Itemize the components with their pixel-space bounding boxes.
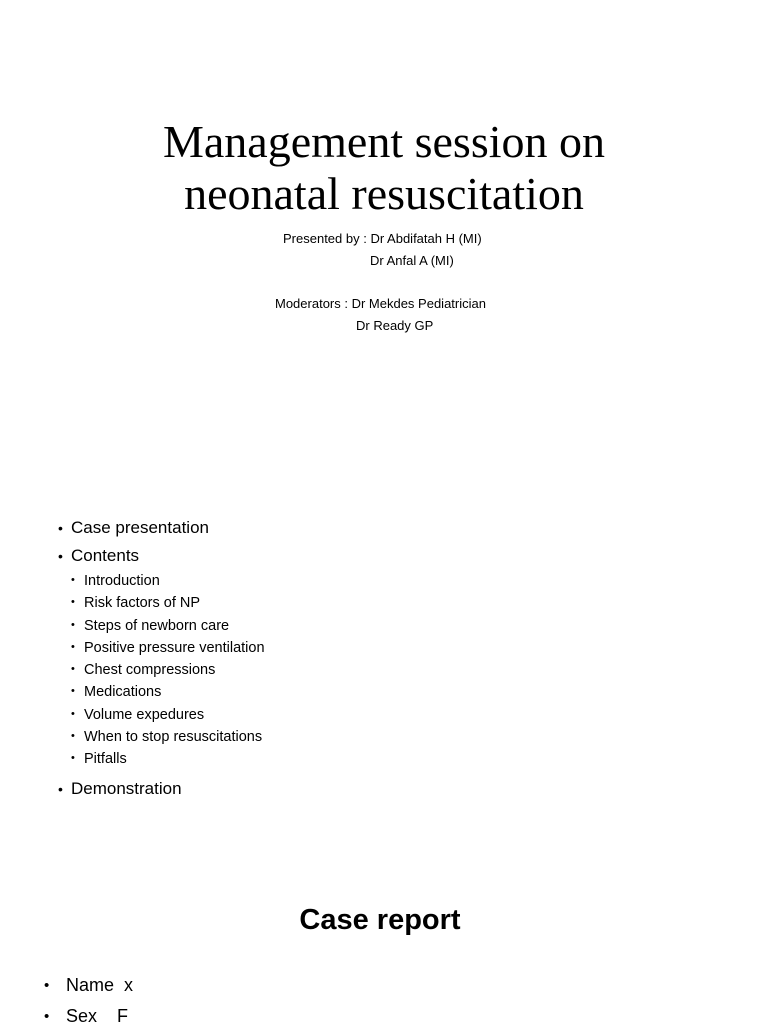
- case-report-slide: [0, 880, 768, 1024]
- presentation-title: [0, 116, 768, 220]
- presenter-2-line: Dr Anfal A (MI): [370, 252, 454, 268]
- contents-item: • Positive pressure ventilation: [71, 637, 265, 659]
- contents-item: • Risk factors of NP: [71, 592, 265, 614]
- contents-item: • Volume expedures: [71, 704, 265, 726]
- presented-by-line: Presented by : Dr Abdifatah H (MI): [283, 231, 482, 246]
- contents-sublist: [58, 570, 265, 775]
- title-slide: [0, 0, 768, 500]
- contents-item: • Chest compressions: [71, 659, 265, 681]
- agenda-slide: [0, 510, 768, 810]
- case-report-item-name: • Name x: [44, 970, 133, 1001]
- title-line-2: neonatal resuscitation: [184, 168, 584, 219]
- agenda-item-demonstration: • Demonstration: [58, 775, 265, 803]
- title-line-1: Management session on: [162, 116, 606, 167]
- moderator-2-line: Dr Ready GP: [356, 317, 434, 333]
- case-report-title: Case report: [299, 904, 461, 936]
- contents-item: • Introduction: [71, 570, 265, 592]
- agenda-item-case-presentation: • Case presentation: [58, 514, 265, 542]
- case-report-item-sex: • Sex F: [44, 1001, 133, 1032]
- agenda-item-contents: [58, 542, 265, 570]
- contents-item: • Pitfalls: [71, 748, 265, 770]
- contents-sublist-wrapper: [58, 570, 265, 775]
- contents-item: • When to stop resuscitations: [71, 726, 265, 748]
- case-report-list: [44, 970, 133, 1032]
- agenda-list: [58, 514, 265, 803]
- moderators-line: Moderators : Dr Mekdes Pediatrician: [275, 296, 486, 311]
- contents-item: • Steps of newborn care: [71, 615, 265, 637]
- contents-item: • Medications: [71, 681, 265, 703]
- agenda-item-contents-label: Contents: [71, 546, 140, 565]
